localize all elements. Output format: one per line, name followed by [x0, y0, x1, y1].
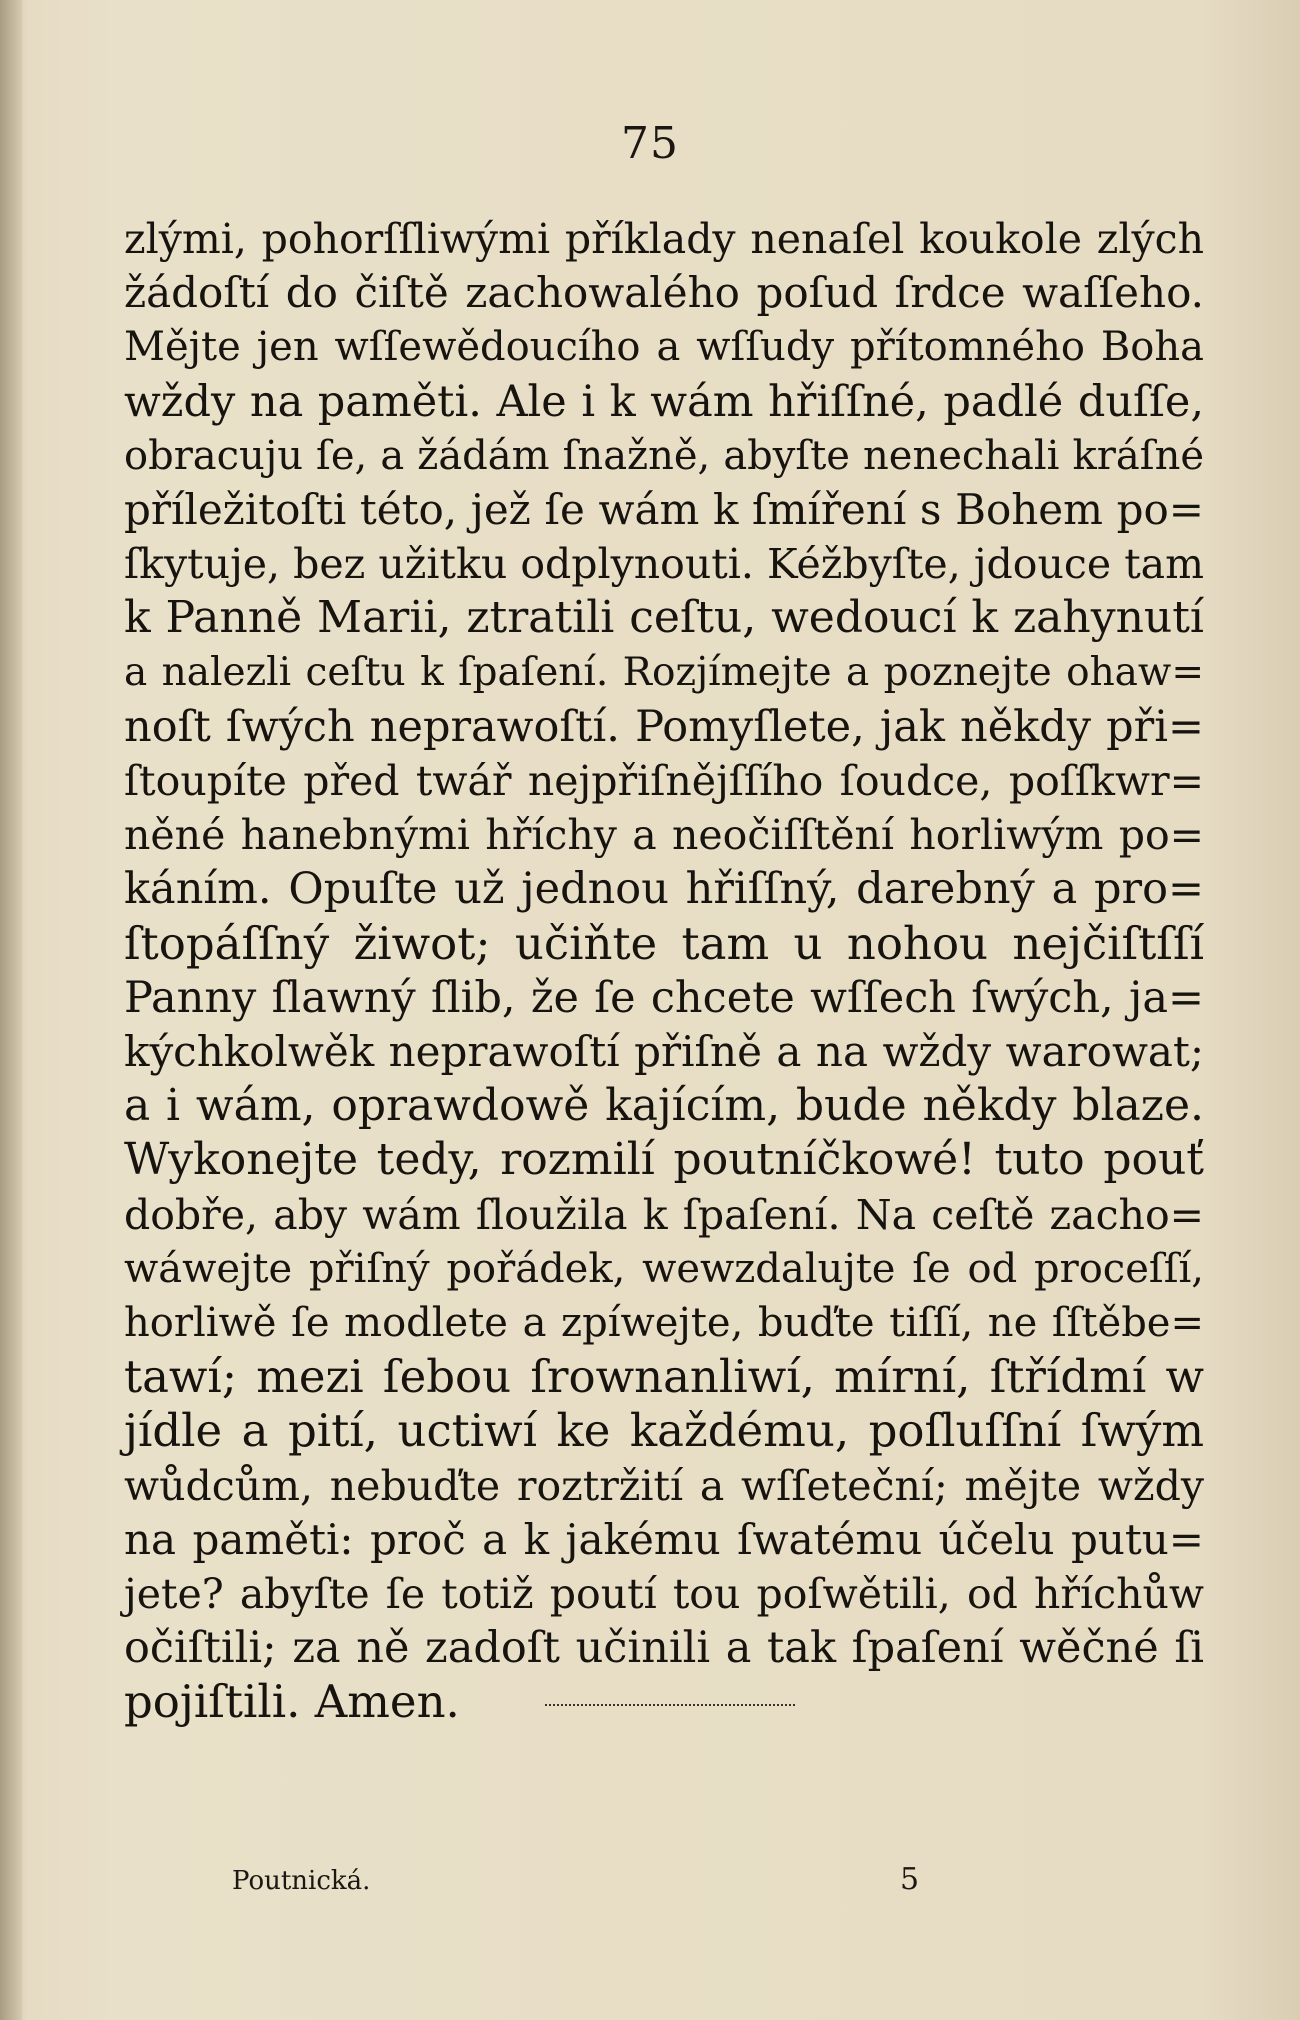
text-line: k Panně Marii, ztratili ceſtu, wedoucí k zahynutí: [124, 592, 1204, 644]
text-line: noſt ſwých neprawoſtí. Pomyſlete, jak někdy při=: [124, 701, 1204, 752]
binding-shadow: [0, 0, 22, 2020]
body-text: [124, 212, 1204, 1730]
text-line: něné hanebnými hříchy a neočiſſtění horliwým po=: [124, 811, 1204, 860]
text-line: dobře, aby wám ſloužila k ſpaſení. Na ceſtě zacho=: [124, 1190, 1204, 1239]
text-line: zlými, pohorſſliwými příklady nenaſel koukole zlých: [124, 215, 1204, 263]
text-line: příležitoſti této, jež ſe wám k ſmíření s Bohem po=: [124, 485, 1204, 535]
text-line: Panny ſlawný ſlib, že ſe chcete wſſech ſwých, ja=: [124, 972, 1204, 1023]
page-number: 75: [621, 118, 679, 169]
text-line: na paměti: proč a k jakému ſwatému účelu putu=: [124, 1514, 1204, 1564]
text-line: pojiſtili. Amen.: [124, 1675, 460, 1729]
text-line: horliwě ſe modlete a zpíwejte, buďte tiſſí, ne ſſtěbe=: [124, 1300, 1204, 1347]
text-line: wůdcům, nebuďte roztržití a wſſeteční; mějte wždy: [124, 1461, 1204, 1510]
footer-signature: Poutnická.: [232, 1866, 371, 1896]
text-line: ſtoupíte před twář nejpřiſnějſſího ſoudce, poſſkwr=: [124, 757, 1204, 806]
text-line: a i wám, oprawdowě kajícím, bude někdy blaze.: [124, 1080, 1204, 1132]
section-divider: [545, 1704, 795, 1706]
text-line: káním. Opuſte už jednou hřiſſný, darebný a pro=: [124, 864, 1204, 915]
text-line: jete? abyſte ſe totiž poutí tou poſwětili, od hříchůw: [124, 1570, 1204, 1619]
text-line: očiſtili; za ně zadoſt učinili a tak ſpaſení wěčné ſi: [124, 1623, 1204, 1674]
text-line: obracuju ſe, a žádám ſnažně, abyſte nenechali kráſné: [124, 432, 1204, 479]
text-line: žádoſtí do čiſtě zachowalého poſud ſrdce waſſeho.: [124, 268, 1204, 318]
text-line: Wykonejte tedy, rozmilí poutníčkowé! tuto pouť: [124, 1134, 1204, 1186]
text-line: ſkytuje, bez užitku odplynouti. Kéžbyſte, jdouce tam: [124, 540, 1204, 589]
text-line: wáwejte přiſný pořádek, wewzdalujte ſe od proceſſí,: [124, 1245, 1204, 1292]
text-line: kýchkolwěk neprawoſtí přiſně a na wždy warowat;: [124, 1027, 1204, 1077]
text-line: wždy na paměti. Ale i k wám hřiſſné, padlé duſſe,: [124, 376, 1204, 427]
text-line: jídle a pití, uctiwí ke každému, poſluſſní ſwým: [124, 1404, 1204, 1458]
text-line: a nalezli ceſtu k ſpaſení. Rozjímejte a poznejte ohaw=: [124, 649, 1204, 695]
text-line: ſtopáſſný žiwot; učiňte tam u nohou nejčiſtſſí: [124, 916, 1204, 970]
footer-sheet-number: 5: [900, 1862, 920, 1897]
text-line: Mějte jen wſſewědoucího a wſſudy přítomného Boha: [124, 324, 1204, 371]
text-line: tawí; mezi ſebou ſrownanliwí, mírní, ſtřídmí w: [124, 1350, 1204, 1404]
